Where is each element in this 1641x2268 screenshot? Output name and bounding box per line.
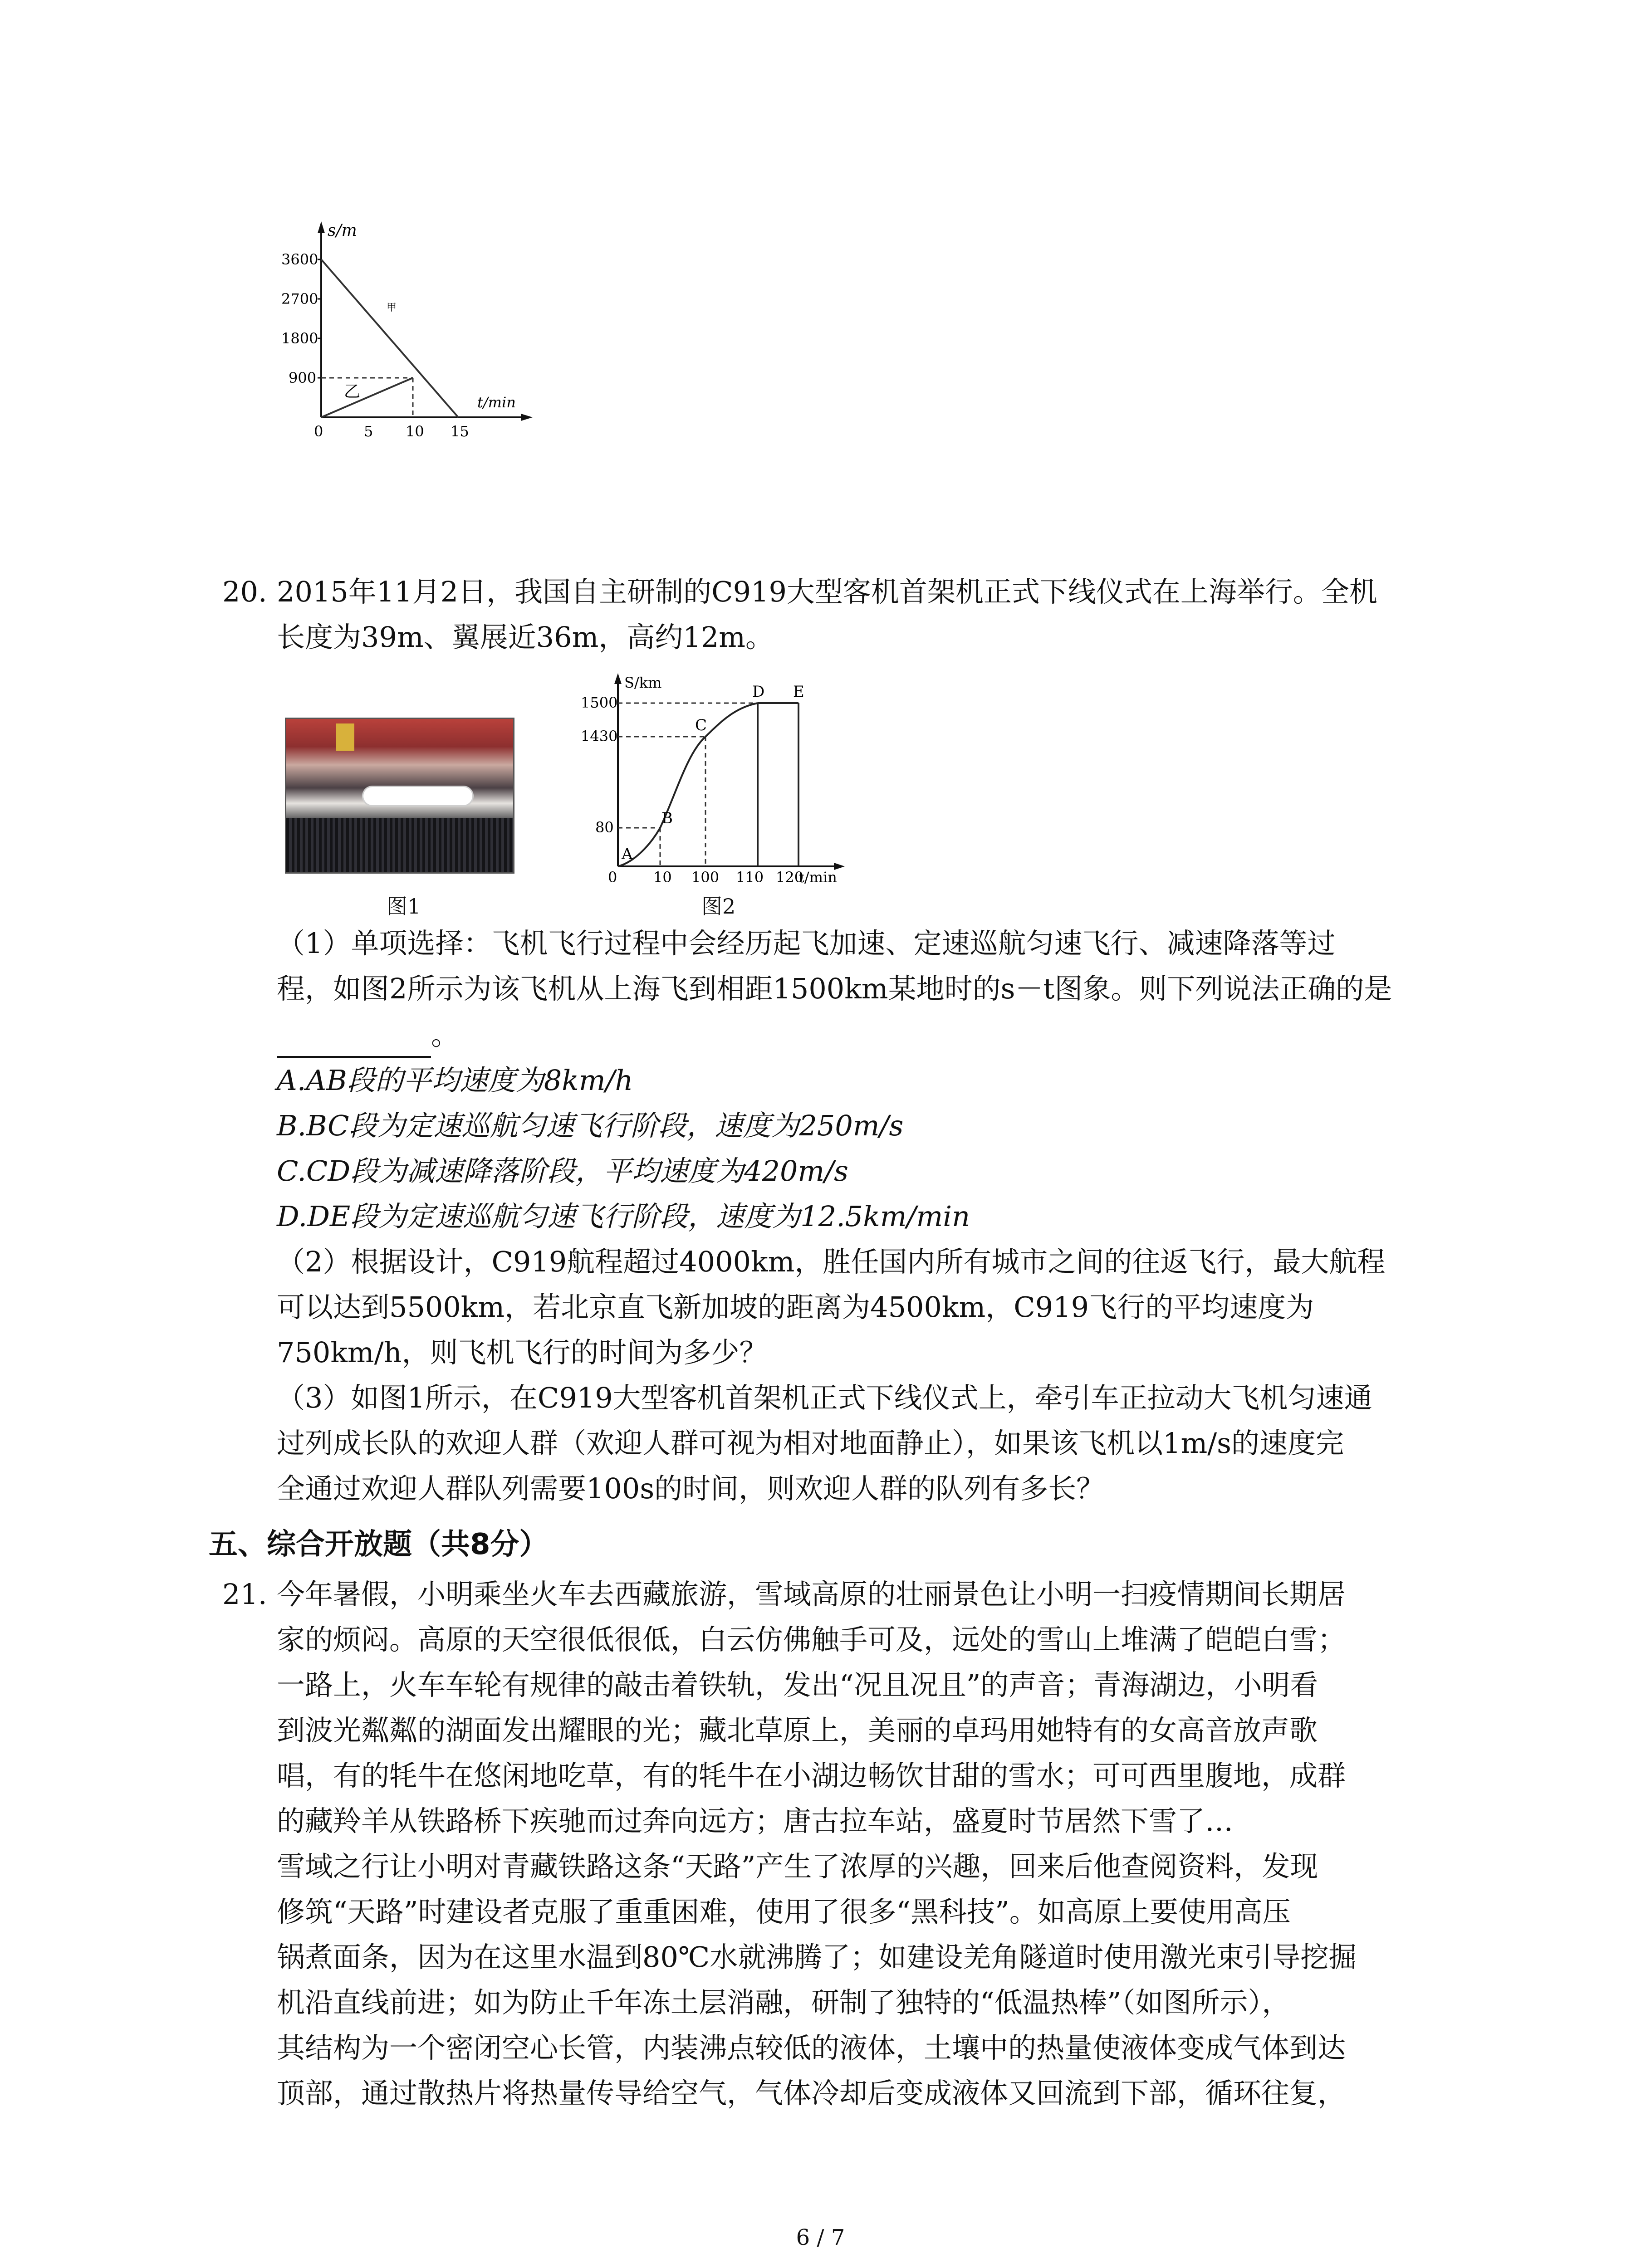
graph1-label-yi: 乙 — [344, 382, 361, 401]
q20-p3-line1: （3）如图1所示，在C919大型客机首架机正式下线仪式上，牵引车正拉动大飞机匀速通 — [277, 1381, 1372, 1414]
q21-line: 到波光粼粼的湖面发出耀眼的光；藏北草原上，美丽的卓玛用她特有的女高音放声歌 — [277, 1714, 1318, 1747]
graph1-ytick: 2700 — [281, 290, 318, 308]
graph1-ytick: 1800 — [281, 330, 318, 347]
page-number: 6 / 7 — [796, 2225, 845, 2250]
section-5-heading: 五、综合开放题（共8分） — [209, 1528, 549, 1561]
graph2-ytick: 0 — [608, 869, 617, 886]
q20-p3-line3: 全通过欢迎人群队列需要100s的时间，则欢迎人群的队列有多长？ — [277, 1472, 1105, 1505]
q20-p3-line2: 过列成长队的欢迎人群（欢迎人群可视为相对地面静止），如果该飞机以1m/s的速度完 — [277, 1427, 1344, 1460]
graph2-xtick: 120 — [776, 869, 804, 886]
graph1-y-label: s/m — [328, 221, 357, 240]
graph2-point-a: A — [622, 845, 633, 863]
graph2-xtick: 10 — [653, 869, 672, 886]
q20-p2-line2: 可以达到5500km，若北京直飞新加坡的距离为4500km，C919飞行的平均速度为 — [277, 1290, 1314, 1324]
graph2-xtick: 110 — [736, 869, 764, 886]
graph1-xtick: 10 — [406, 423, 424, 440]
q21-line: 家的烦闷。高原的天空很低很低，白云仿佛触手可及，远处的雪山上堆满了皑皑白雪； — [277, 1623, 1346, 1656]
q20-p1-line2: 程，如图2所示为该飞机从上海飞到相距1500km某地时的s－t图象。则下列说法正确的是 — [277, 972, 1392, 1005]
graph1-ytick: 3600 — [281, 251, 318, 268]
graph1-xtick: 5 — [364, 423, 373, 440]
q20-number: 20. — [222, 575, 267, 608]
q21-line: 其结构为一个密闭空心长管，内装沸点较低的液体，土壤中的热量使液体变成气体到达 — [277, 2031, 1346, 2064]
graph1-line-jia — [321, 259, 458, 417]
q20-option-b: B.BC段为定速巡航匀速飞行阶段，速度为250m/s — [277, 1109, 904, 1142]
q20-line1: 2015年11月2日，我国自主研制的C919大型客机首架机正式下线仪式在上海举行。全机 — [277, 575, 1377, 608]
q21-line: 的藏羚羊从铁路桥下疾驰而过奔向远方；唐古拉车站，盛夏时节居然下雪了… — [277, 1804, 1234, 1838]
graph1-x-label: t/min — [477, 394, 516, 411]
graph-2 — [563, 671, 871, 885]
graph1-line-yi — [321, 378, 413, 417]
q21-line: 今年暑假，小明乘坐火车去西藏旅游，雪域高原的壮丽景色让小明一扫疫情期间长期居 — [277, 1578, 1346, 1611]
graph2-point-b: B — [661, 809, 673, 827]
graph2-ytick: 1430 — [581, 728, 618, 745]
q21-line: 唱，有的牦牛在悠闲地吃草，有的牦牛在小湖边畅饮甘甜的雪水；可可西里腹地，成群 — [277, 1759, 1346, 1792]
graph2-xtick: 100 — [691, 869, 720, 886]
graph1-ytick: 900 — [289, 369, 317, 386]
q20-option-d: D.DE段为定速巡航匀速飞行阶段，速度为12.5km/min — [277, 1200, 970, 1233]
q21-line: 雪域之行让小明对青藏铁路这条“天路”产生了浓厚的兴趣，回来后他查阅资料，发现 — [277, 1850, 1318, 1883]
q20-p1-line3: 。 — [277, 1012, 459, 1058]
q21-line: 一路上，火车车轮有规律的敲击着铁轨，发出“况且况且”的声音；青海湖边，小明看 — [277, 1668, 1318, 1701]
graph2-y-label: S/km — [624, 674, 662, 691]
c919-ceremony-photo — [285, 718, 514, 874]
graph2-point-e: E — [793, 683, 804, 701]
q20-p1-line1: （1）单项选择：飞机飞行过程中会经历起飞加速、定速巡航匀速飞行、减速降落等过 — [277, 927, 1336, 960]
graph-1 — [272, 218, 554, 440]
graph2-point-d: D — [752, 683, 765, 701]
q21-line: 锅煮面条，因为在这里水温到80℃水就沸腾了；如建设羌角隧道时使用激光束引导挖掘 — [277, 1941, 1357, 1974]
q20-option-a: A.AB段的平均速度为8km/h — [277, 1064, 633, 1097]
fig1-caption: 图1 — [387, 894, 421, 919]
graph1-label-jia: 甲 — [387, 302, 397, 313]
answer-blank[interactable] — [277, 1029, 431, 1058]
q20-option-c: C.CD段为减速降落阶段，平均速度为420m/s — [277, 1154, 848, 1188]
q20-line2: 长度为39m、翼展近36m，高约12m。 — [277, 621, 774, 654]
q21-line: 修筑“天路”时建设者克服了重重困难，使用了很多“黑科技”。如高原上要使用高压 — [277, 1895, 1291, 1928]
graph1-xtick: 0 — [314, 423, 323, 440]
q21-line: 机沿直线前进；如为防止千年冻土层消融，研制了独特的“低温热棒”（如图所示）， — [277, 1986, 1290, 2019]
fig2-caption: 图2 — [701, 894, 736, 919]
graph2-point-c: C — [695, 716, 707, 734]
q21-number: 21. — [222, 1578, 267, 1611]
q20-p2-line1: （2）根据设计，C919航程超过4000km，胜任国内所有城市之间的往返飞行，最大航程 — [277, 1245, 1386, 1278]
graph2-x-label: t/min — [798, 869, 837, 886]
q20-p2-line3: 750km/h，则飞机飞行的时间为多少？ — [277, 1336, 768, 1369]
graph1-xtick: 15 — [451, 423, 469, 440]
graph2-curve — [618, 703, 758, 866]
graph2-ytick: 80 — [595, 819, 614, 836]
q21-line: 顶部，通过散热片将热量传导给空气，气体冷却后变成液体又回流到下部，循环往复， — [277, 2077, 1346, 2110]
graph2-ytick: 1500 — [581, 694, 618, 711]
